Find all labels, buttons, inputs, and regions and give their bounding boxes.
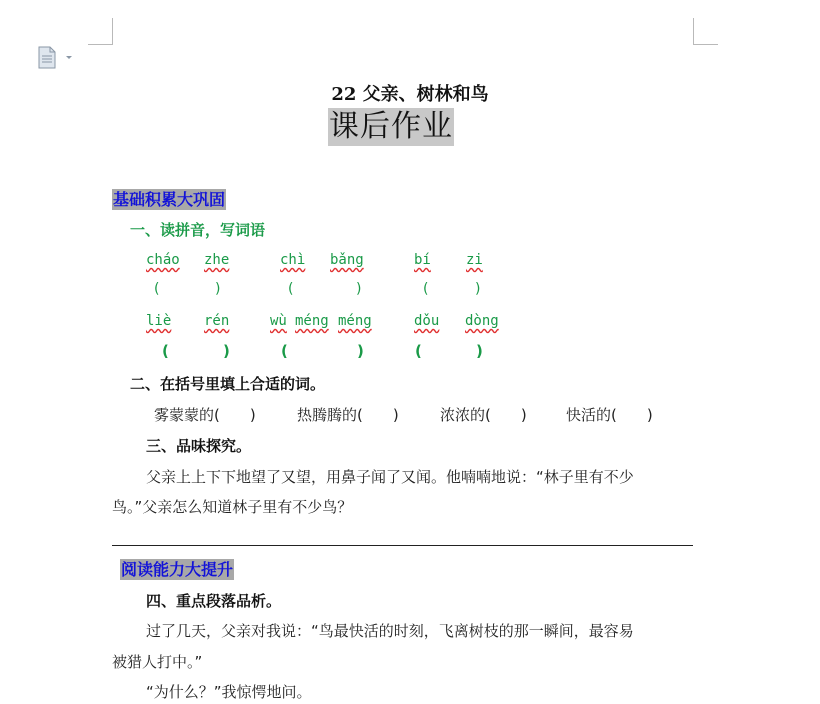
question-3-title: 三、品味探究。: [146, 437, 252, 455]
answer-blank-open[interactable]: (: [415, 342, 422, 360]
paragraph-line: 过了几天，父亲对我说：“鸟最快活的时刻，飞离树枝的那一瞬间，最容易: [146, 622, 634, 640]
pinyin: liè: [146, 313, 172, 329]
answer-blank-open[interactable]: (: [281, 342, 288, 360]
crop-mark-top-right: [693, 18, 718, 45]
pinyin: bí: [414, 252, 431, 268]
paragraph-line: “为什么？”我惊愕地问。: [146, 683, 312, 701]
answer-blank-close[interactable]: ): [357, 342, 364, 360]
section-heading-reading: 阅读能力大提升: [121, 560, 234, 579]
question-1-title: 一、读拼音，写词语: [130, 221, 266, 239]
fill-in-item[interactable]: 浓浓的( ): [440, 406, 527, 424]
paragraph-line: 鸟。”父亲怎么知道林子里有不少鸟？: [112, 498, 353, 516]
paragraph-line: 父亲上上下下地望了又望，用鼻子闻了又闻。他喃喃地说：“林子里有不少: [146, 468, 634, 486]
answer-blank-open[interactable]: (: [288, 281, 294, 297]
fill-in-item[interactable]: 雾蒙蒙的( ): [154, 406, 256, 424]
pinyin: dǒu: [414, 313, 440, 329]
answer-blank-close[interactable]: ): [223, 342, 230, 360]
pinyin: méng: [295, 313, 329, 329]
horizontal-rule: [112, 545, 693, 546]
answer-blank-close[interactable]: ): [476, 342, 483, 360]
answer-blank-open[interactable]: (: [154, 281, 160, 297]
document-options-icon[interactable]: [37, 46, 77, 74]
crop-mark-top-left: [88, 18, 113, 45]
pinyin: zhe: [204, 252, 230, 268]
answer-blank-open[interactable]: (: [423, 281, 429, 297]
question-4-title: 四、重点段落品析。: [146, 592, 282, 610]
page-subtitle: 课后作业: [329, 109, 453, 144]
page-title: 22 父亲、树林和鸟: [331, 84, 489, 105]
answer-blank-open[interactable]: (: [162, 342, 169, 360]
question-2-title: 二、在括号里填上合适的词。: [130, 375, 326, 393]
answer-blank-close[interactable]: ): [215, 281, 221, 297]
pinyin: bǎng: [330, 252, 364, 268]
pinyin: rén: [204, 313, 230, 329]
fill-in-item[interactable]: 热腾腾的( ): [297, 406, 399, 424]
fill-in-item[interactable]: 快活的( ): [566, 406, 653, 424]
paragraph-line: 被猎人打中。”: [112, 653, 203, 671]
section-heading-basics: 基础积累大巩固: [113, 190, 226, 209]
pinyin: méng: [338, 313, 372, 329]
pinyin: zi: [466, 252, 483, 268]
pinyin: dòng: [465, 313, 499, 329]
answer-blank-close[interactable]: ): [356, 281, 362, 297]
answer-blank-close[interactable]: ): [475, 281, 481, 297]
pinyin: chì: [280, 252, 306, 268]
pinyin: wù: [270, 313, 287, 329]
pinyin: cháo: [146, 252, 180, 268]
